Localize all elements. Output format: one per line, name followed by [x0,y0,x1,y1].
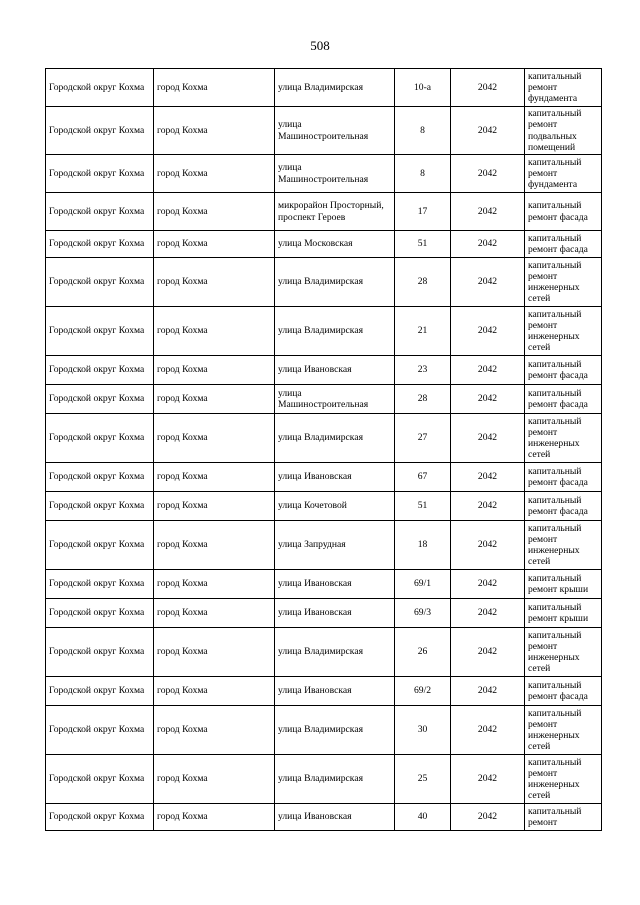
municipal-district-cell: Городской округ Кохма [46,193,154,231]
street-cell: улица Ивановская [275,570,395,599]
city-cell: город Кохма [154,492,275,521]
table-row [46,628,602,677]
city-cell: город Кохма [154,385,275,414]
table-row [46,755,602,804]
table-row [46,307,602,356]
house-number-cell: 17 [395,193,451,231]
table-row [46,463,602,492]
city-cell: город Кохма [154,755,275,804]
municipal-district-cell: Городской округ Кохма [46,69,154,107]
work-type-cell: капитальный ремонт фасада [525,463,602,492]
house-number-cell: 69/1 [395,570,451,599]
table-row [46,155,602,193]
year-cell: 2042 [451,628,525,677]
table-row [46,599,602,628]
city-cell: город Кохма [154,69,275,107]
city-cell: город Кохма [154,155,275,193]
house-number-cell: 25 [395,755,451,804]
house-number-cell: 18 [395,521,451,570]
table-row [46,193,602,231]
house-number-cell: 23 [395,356,451,385]
municipal-district-cell: Городской округ Кохма [46,628,154,677]
house-number-cell: 51 [395,492,451,521]
work-type-cell: капитальный ремонт инженерных сетей [525,414,602,463]
house-number-cell: 69/2 [395,677,451,706]
municipal-district-cell: Городской округ Кохма [46,755,154,804]
municipal-district-cell: Городской округ Кохма [46,231,154,258]
city-cell: город Кохма [154,258,275,307]
work-type-cell: капитальный ремонт фундамента [525,155,602,193]
work-type-cell: капитальный ремонт инженерных сетей [525,628,602,677]
city-cell: город Кохма [154,706,275,755]
city-cell: город Кохма [154,231,275,258]
house-number-cell: 69/3 [395,599,451,628]
table-row [46,414,602,463]
house-number-cell: 27 [395,414,451,463]
city-cell: город Кохма [154,307,275,356]
street-cell: улица Машиностроительная [275,107,395,155]
year-cell: 2042 [451,231,525,258]
house-number-cell: 28 [395,258,451,307]
street-cell: улица Московская [275,231,395,258]
municipal-district-cell: Городской округ Кохма [46,414,154,463]
work-type-cell: капитальный ремонт [525,804,602,831]
house-number-cell: 10-а [395,69,451,107]
year-cell: 2042 [451,492,525,521]
year-cell: 2042 [451,356,525,385]
municipal-district-cell: Городской округ Кохма [46,107,154,155]
street-cell: улица Машиностроительная [275,155,395,193]
work-type-cell: капитальный ремонт инженерных сетей [525,307,602,356]
work-type-cell: капитальный ремонт крыши [525,599,602,628]
house-number-cell: 40 [395,804,451,831]
work-type-cell: капитальный ремонт фасада [525,677,602,706]
street-cell: улица Машиностроительная [275,385,395,414]
street-cell: микрорайон Просторный, проспект Героев [275,193,395,231]
year-cell: 2042 [451,599,525,628]
work-type-cell: капитальный ремонт фасада [525,385,602,414]
year-cell: 2042 [451,463,525,492]
street-cell: улица Запрудная [275,521,395,570]
house-number-cell: 21 [395,307,451,356]
year-cell: 2042 [451,755,525,804]
year-cell: 2042 [451,414,525,463]
municipal-district-cell: Городской округ Кохма [46,706,154,755]
year-cell: 2042 [451,570,525,599]
street-cell: улица Ивановская [275,463,395,492]
street-cell: улица Владимирская [275,706,395,755]
year-cell: 2042 [451,107,525,155]
street-cell: улица Владимирская [275,755,395,804]
street-cell: улица Владимирская [275,628,395,677]
page-number: 508 [310,38,330,53]
work-type-cell: капитальный ремонт инженерных сетей [525,706,602,755]
city-cell: город Кохма [154,107,275,155]
table-row [46,521,602,570]
street-cell: улица Владимирская [275,414,395,463]
work-type-cell: капитальный ремонт инженерных сетей [525,258,602,307]
street-cell: улица Ивановская [275,599,395,628]
municipal-district-cell: Городской округ Кохма [46,521,154,570]
year-cell: 2042 [451,307,525,356]
house-number-cell: 8 [395,107,451,155]
year-cell: 2042 [451,155,525,193]
municipal-district-cell: Городской округ Кохма [46,258,154,307]
house-number-cell: 26 [395,628,451,677]
table-row [46,69,602,107]
work-type-cell: капитальный ремонт инженерных сетей [525,755,602,804]
work-type-cell: капитальный ремонт фасада [525,231,602,258]
street-cell: улица Ивановская [275,356,395,385]
work-type-cell: капитальный ремонт инженерных сетей [525,521,602,570]
municipal-district-cell: Городской округ Кохма [46,155,154,193]
table-row [46,570,602,599]
work-type-cell: капитальный ремонт фасада [525,193,602,231]
table-row [46,258,602,307]
house-number-cell: 8 [395,155,451,193]
table-row [46,804,602,831]
year-cell: 2042 [451,69,525,107]
house-number-cell: 51 [395,231,451,258]
street-cell: улица Ивановская [275,804,395,831]
street-cell: улица Владимирская [275,307,395,356]
work-type-cell: капитальный ремонт фасада [525,356,602,385]
table-row [46,356,602,385]
year-cell: 2042 [451,258,525,307]
municipal-district-cell: Городской округ Кохма [46,385,154,414]
house-number-cell: 28 [395,385,451,414]
street-cell: улица Кочетовой [275,492,395,521]
city-cell: город Кохма [154,356,275,385]
work-type-cell: капитальный ремонт фундамента [525,69,602,107]
year-cell: 2042 [451,521,525,570]
year-cell: 2042 [451,385,525,414]
repair-schedule-table [45,68,602,831]
table-row [46,231,602,258]
city-cell: город Кохма [154,804,275,831]
city-cell: город Кохма [154,414,275,463]
table-row [46,677,602,706]
work-type-cell: капитальный ремонт подвальных помещений [525,107,602,155]
city-cell: город Кохма [154,463,275,492]
municipal-district-cell: Городской округ Кохма [46,599,154,628]
municipal-district-cell: Городской округ Кохма [46,307,154,356]
city-cell: город Кохма [154,677,275,706]
municipal-district-cell: Городской округ Кохма [46,570,154,599]
house-number-cell: 67 [395,463,451,492]
table-row [46,492,602,521]
street-cell: улица Владимирская [275,69,395,107]
municipal-district-cell: Городской округ Кохма [46,463,154,492]
municipal-district-cell: Городской округ Кохма [46,677,154,706]
street-cell: улица Ивановская [275,677,395,706]
table-row [46,385,602,414]
city-cell: город Кохма [154,570,275,599]
municipal-district-cell: Городской округ Кохма [46,356,154,385]
city-cell: город Кохма [154,193,275,231]
year-cell: 2042 [451,804,525,831]
table-row [46,706,602,755]
work-type-cell: капитальный ремонт крыши [525,570,602,599]
city-cell: город Кохма [154,599,275,628]
city-cell: город Кохма [154,628,275,677]
year-cell: 2042 [451,677,525,706]
table-row [46,107,602,155]
street-cell: улица Владимирская [275,258,395,307]
municipal-district-cell: Городской округ Кохма [46,492,154,521]
house-number-cell: 30 [395,706,451,755]
municipal-district-cell: Городской округ Кохма [46,804,154,831]
work-type-cell: капитальный ремонт фасада [525,492,602,521]
year-cell: 2042 [451,706,525,755]
city-cell: город Кохма [154,521,275,570]
year-cell: 2042 [451,193,525,231]
